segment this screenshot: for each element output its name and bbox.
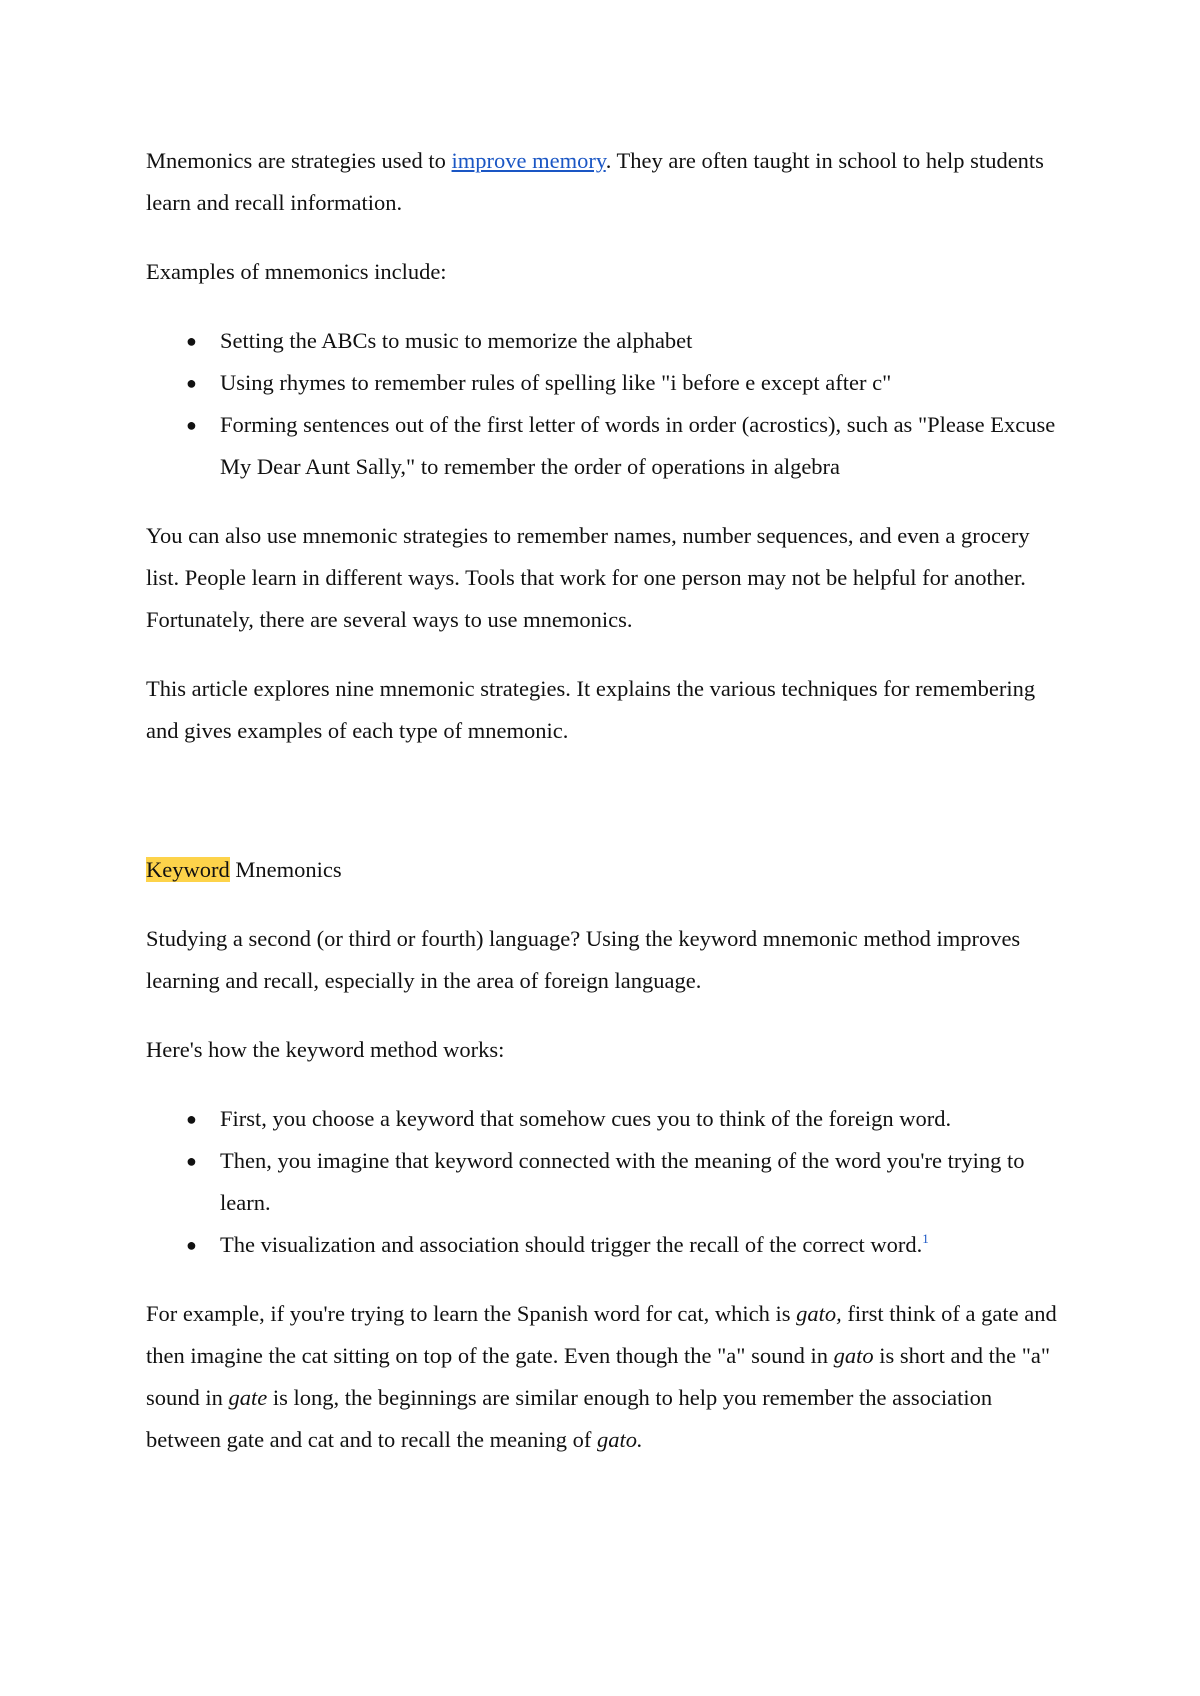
bullet-icon: ● — [186, 331, 197, 351]
example-text: first think of a gate and then imagine the cat sitting on top of the gate. Even though the "a" sound in — [146, 1301, 1057, 1368]
examples-lead-in: Examples of mnemonics include: — [146, 259, 447, 284]
list-item — [186, 1098, 1066, 1140]
example-italic-word: gato — [833, 1343, 874, 1368]
example-text: For example, if you're trying to learn the Spanish word for cat, which is — [146, 1301, 797, 1326]
section-spacer — [146, 779, 1066, 849]
example-text: is short and the "a" sound in — [146, 1343, 1051, 1410]
example-italic-word: gate — [228, 1385, 268, 1410]
list-item-text: Using rhymes to remember rules of spelling like "i before e except after c" — [220, 370, 892, 395]
keyword-intro-paragraph: Studying a second (or third or fourth) language? Using the keyword mnemonic method improves learning and recall, especially in the area of foreign language. — [146, 926, 1021, 993]
document-content — [146, 140, 1066, 1488]
article-overview-paragraph: This article explores nine mnemonic strategies. It explains the various techniques for remembering and gives examples of each type of mnemonic. — [146, 676, 1036, 743]
improve-memory-link[interactable]: improve memory — [451, 148, 606, 173]
intro-text-start: Mnemonics are strategies used to — [146, 148, 452, 173]
bullet-icon: ● — [186, 1151, 197, 1171]
example-italic-word: gato. — [597, 1427, 643, 1452]
list-item — [186, 320, 1066, 362]
list-item — [186, 1224, 1066, 1266]
footnote-reference[interactable]: 1 — [922, 1231, 929, 1246]
bullet-icon: ● — [186, 415, 197, 435]
list-item-text: The visualization and association should trigger the recall of the correct word. — [220, 1232, 923, 1257]
highlighted-keyword: Keyword — [146, 857, 230, 882]
keyword-method-lead-in: Here's how the keyword method works: — [146, 1037, 505, 1062]
section-heading-rest: Mnemonics — [229, 857, 342, 882]
list-item — [186, 1140, 1066, 1224]
list-item-text: Forming sentences out of the first letter of words in order (acrostics), such as "Please Excuse My Dear Aunt Sally," to remember the order of operations in algebra — [220, 412, 1056, 479]
gato-example-paragraph — [146, 1293, 1066, 1461]
list-item-text: First, you choose a keyword that somehow cues you to think of the foreign word. — [220, 1106, 952, 1131]
bullet-icon: ● — [186, 1109, 197, 1129]
intro-paragraph — [146, 140, 1066, 224]
section-heading — [146, 849, 1066, 891]
strategies-paragraph: You can also use mnemonic strategies to remember names, number sequences, and even a grocery list. People learn in different ways. Tools that work for one person may not be helpful for another. Fortunately, there are several ways to use mnemonics. — [146, 523, 1030, 632]
list-item-text: Then, you imagine that keyword connected with the meaning of the word you're trying to learn. — [220, 1148, 1025, 1215]
bullet-icon: ● — [186, 1235, 197, 1255]
examples-list — [146, 320, 1066, 488]
intro-text-end: . They are often taught in school to help students learn and recall information. — [146, 148, 1044, 215]
example-italic-word: gato, — [796, 1301, 842, 1326]
list-item — [186, 362, 1066, 404]
list-item-text: Setting the ABCs to music to memorize the alphabet — [220, 328, 693, 353]
bullet-icon: ● — [186, 373, 197, 393]
list-item — [186, 404, 1066, 488]
example-text: is long, the beginnings are similar enough to help you remember the association between gate and cat and to recall the meaning of — [146, 1385, 993, 1452]
keyword-steps-list — [146, 1098, 1066, 1266]
